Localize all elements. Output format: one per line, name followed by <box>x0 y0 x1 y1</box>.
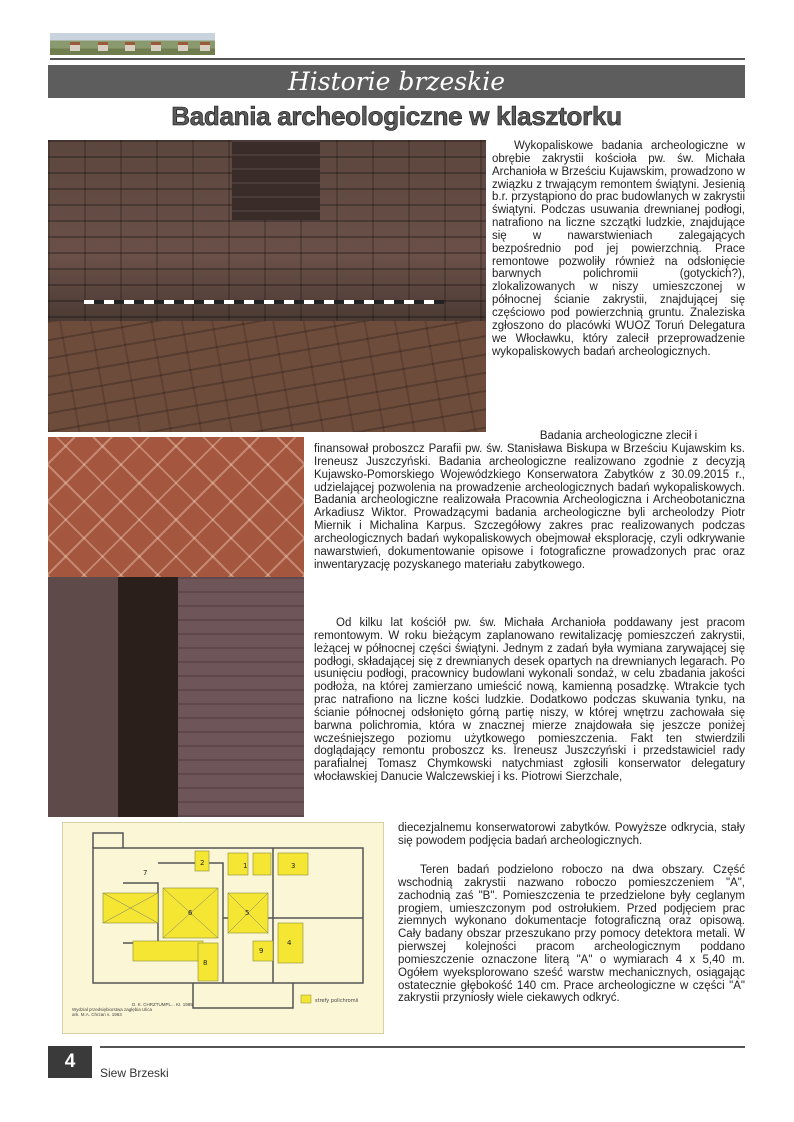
section-title: Historie brzeskie <box>287 67 506 96</box>
page-number: 4 <box>64 1051 76 1072</box>
article-paragraph: Teren badań podzielono roboczo na dwa obszary. Część wschodnią zakrystii nazwano roboczo pomieszczeniem "A", zachodnią zaś "B". Pomieszczenia te przedzielone były ceglanym progiem, umieszczonym pod ostrołukiem. Przed podjęciem prac ziemnych wykonano dokumentacje fotograficzną oraz opisową. Cały badany obszar przeszukano przy pomocy detektora metali. W pierwszej kolejności pracom archeologicznym poddano pomieszczenie oznaczone literą "A" o wymiarach 4 x 5,40 m. Ogółem wyeksplorowano sześć warstw mechanicznych, osiągając ostatecznie głębokość 140 cm. Prace archeologiczne w części "A" zakrystii przyniosły wiele ciekawych odkryć. <box>398 864 745 1005</box>
article-paragraph: Od kilku lat kościół pw. św. Michała Archanioła poddawany jest pracom remontowym. W roku bieżącym zaplanowano rewitalizację pomieszczeń zakrystii, leżącej w północnej części świątyni. Jednym z zadań była wymiana zarywającej się podłogi, składającej się z drewnianych desek opartych na drewnianych legarach. Po usunięciu podłogi, pracownicy budowlani wykonali sondaż, w celu zbadania jakości podłoża, na której zamierzano umieścić nową, kamienną posadzkę. Wtrakcie tych prac natrafiono na liczne kości ludzkie. Dodatkowo podczas skuwania tynku, na ścianie północnej odsłonięto górną partię niszy, w której wnętrzu zachowała się barwna polichromia, która w znacznej mierze znajdowała się jeszcze poniżej wcześniejszego poziomu użytkowego pomieszczenia. Fakt ten stwierdzili doglądający remontu proboszcz ks. Ireneusz Juszczyński i przedstawiciel rady parafialnej Tomasz Chymkowski natychmiast zgłosili konserwator delegatury włocławskiej Danucie Walczewskiej i ks. Piotrowi Sierzchale, <box>314 617 745 784</box>
header-rule <box>50 58 745 60</box>
article-paragraph: diecezjalnemu konserwatorowi zabytków. Powyższe odkrycia, stały się powodem podjęcia badań archeologicznych. <box>398 822 745 847</box>
plan-caption-line: D. K. CHRZTUMPL... KI. 1985 <box>132 1002 193 1007</box>
plan-room-label: 7 <box>143 869 148 877</box>
photo-sacristy-wall <box>48 140 486 432</box>
plan-room-label: 3 <box>291 862 296 870</box>
plan-room-label: 8 <box>203 959 208 967</box>
plan-caption-line: Wydział przedsiębiorstwa zagłębia Ulica <box>72 1007 152 1012</box>
article-headline: Badania archeologiczne w klasztorku <box>171 101 622 131</box>
plan-caption <box>72 1002 312 1017</box>
header-landscape-image <box>50 33 215 55</box>
article-paragraph: finansował proboszcz Parafii pw. św. Stanisława Biskupa w Brześciu Kujawskim ks. Ireneusz Juszczyński. Badania archeologiczne realizowano zgodnie z decyzją Kujawsko-Pomorskiego Wojewódzkiego Konserwatora Zabytków z 30.09.2015 r., udzielającej pozwolenia na prowadzenie archeologicznych badań wykopaliskowych. Badania archeologiczne realizowała Pracownia Archeologiczna i Archeobotaniczna Arkadiusz Wiktor. Prowadzącymi badania archeologiczne byli archeolodzy Piotr Miernik i Michalina Karpus. Szczegółowy zakres prac realizowanych podczas archeologicznych badań wykopaliskowych obejmował eksplorację, czyli odkrywanie nawarstwień, dokumentowanie opisowe i fotograficzne prowadzonych prac oraz inwentaryzację pozyskanego materiału zabytkowego. <box>314 443 745 571</box>
plan-room-label: 6 <box>188 909 193 917</box>
article-paragraph: Badania archeologiczne zlecił i <box>539 430 698 442</box>
article-paragraph: Wykopaliskowe badania archeologiczne w obrębie zakrystii kościoła pw. św. Michała Archanioła w Brześciu Kujawskim, prowadzono w związku z trwającym remontem świątyni. Jesienią b.r. przystąpiono do prac budowlanych w zakrystii świątyni. Podczas usuwania drewnianej podłogi, natrafiono na liczne szczątki ludzkie, znajdujące się w nawarstwieniach zalegających bezpośrednio pod jej powierzchnią. Prace remontowe pozwoliły również na odsłonięcie barwnych polichromii (gotyckich?), zlokalizowanych w niszy umieszczonej w północnej ścianie zakrystii, znajdującej się częściowo pod powierzchnią gruntu. Znaleziska zgłoszono do placówki WUOZ Toruń Delegatura we Włocławku, który zalecił przeprowadzenie wykopaliskowych badań archeologicznych. <box>492 140 745 358</box>
plan-room-label: 4 <box>287 939 292 947</box>
photo-vaulted-ceiling <box>48 437 304 817</box>
plan-room-label: 9 <box>259 947 264 955</box>
publication-name: Siew Brzeski <box>100 1066 169 1080</box>
plan-legend: strefy polichromii <box>315 998 359 1004</box>
plan-caption-line: ark. M.A. Chrzan s. 1963 <box>72 1012 122 1017</box>
plan-room-label: 5 <box>245 909 250 917</box>
plan-room-label: 2 <box>200 859 205 867</box>
footer-rule <box>100 1046 745 1048</box>
plan-room-label: 1 <box>243 862 248 870</box>
